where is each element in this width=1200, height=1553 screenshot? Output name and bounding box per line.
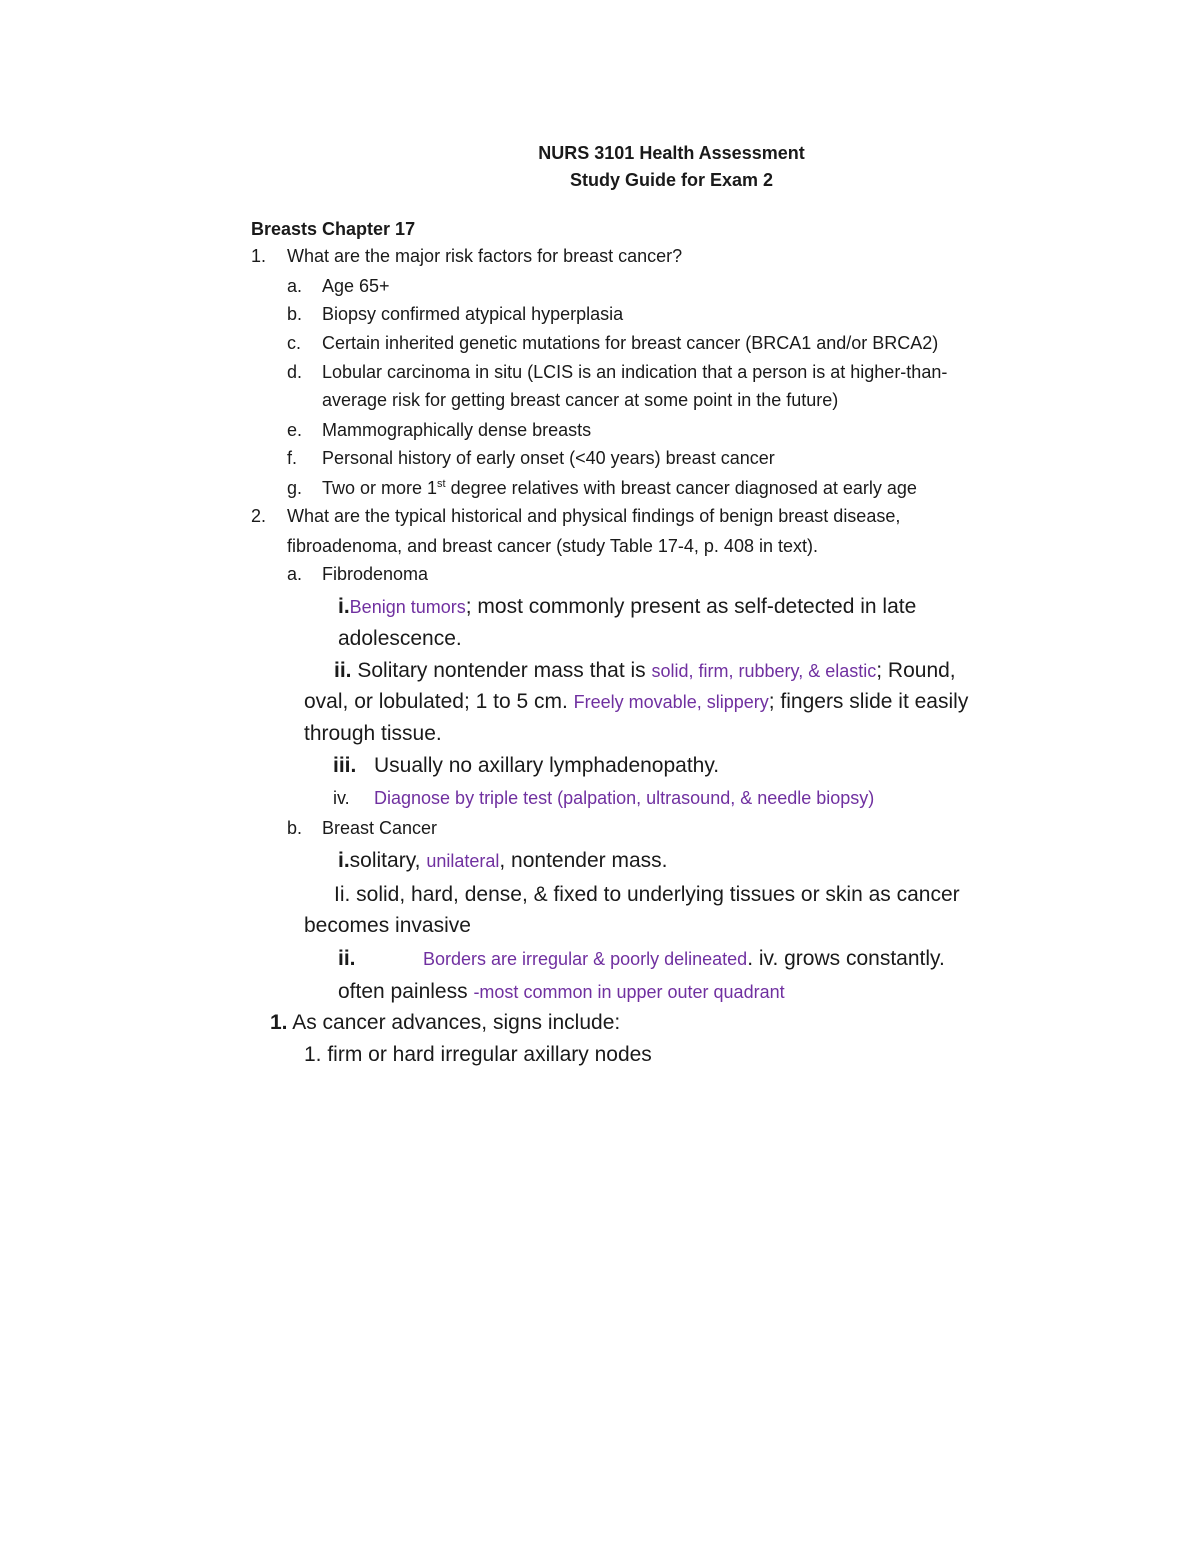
question-2-text: What are the typical historical and physical findings of benign breast disease, xyxy=(287,506,901,526)
fibroadenoma-point-iii: Usually no axillary lymphadenopathy. xyxy=(374,754,720,777)
list-marker: b. xyxy=(287,304,303,324)
risk-factor-item: Two or more 1st degree relatives with breast cancer diagnosed at early age xyxy=(322,478,917,498)
question-2-text-continued: fibroadenoma, and breast cancer (study Table 17-4, p. 408 in text). xyxy=(287,536,818,556)
fibroadenoma-point-iii-number: iii. xyxy=(333,754,357,777)
risk-factor-item: Personal history of early onset (<40 years) breast cancer xyxy=(322,448,775,468)
list-marker: a. xyxy=(287,564,303,584)
section-heading: Breasts Chapter 17 xyxy=(251,219,416,239)
list-marker: a. xyxy=(287,276,303,296)
question-1-text: What are the major risk factors for breast cancer? xyxy=(287,246,683,266)
risk-factor-item: Lobular carcinoma in situ (LCIS is an indication that a person is at higher-than- xyxy=(322,362,948,382)
list-marker: e. xyxy=(287,420,303,440)
breast-cancer-point-iii: Borders are irregular & poorly delineated. iv. grows constantly. xyxy=(423,947,945,970)
risk-factor-item: Mammographically dense breasts xyxy=(322,420,592,440)
list-marker: d. xyxy=(287,362,303,382)
list-marker: g. xyxy=(287,478,303,498)
breast-cancer-point-iii-number: ii. xyxy=(338,947,356,970)
fibroadenoma-point-ii-continued: through tissue. xyxy=(304,722,442,745)
document-title: NURS 3101 Health Assessment xyxy=(538,143,805,163)
breast-cancer-point-i: i.solitary, unilateral, nontender mass. xyxy=(338,849,668,872)
fibroadenoma-point-iv: Diagnose by triple test (palpation, ultrasound, & needle biopsy) xyxy=(374,788,875,808)
fibroadenoma-point-iv-number: iv. xyxy=(333,788,350,808)
list-marker: c. xyxy=(287,333,302,353)
advanced-signs-heading: 1. As cancer advances, signs include: xyxy=(270,1011,621,1034)
breast-cancer-point-iv: often painless -most common in upper outer quadrant xyxy=(338,980,785,1003)
fibroadenoma-point-i-continued: adolescence. xyxy=(338,627,462,650)
risk-factor-item: Certain inherited genetic mutations for breast cancer (BRCA1 and/or BRCA2) xyxy=(322,333,939,353)
risk-factor-item: Age 65+ xyxy=(322,276,390,296)
breast-cancer-heading: Breast Cancer xyxy=(322,818,438,838)
question-1-number: 1. xyxy=(251,246,267,266)
breast-cancer-point-ii-continued: becomes invasive xyxy=(304,914,471,937)
risk-factor-item: Biopsy confirmed atypical hyperplasia xyxy=(322,304,624,324)
advanced-signs-item: 1. firm or hard irregular axillary nodes xyxy=(304,1043,652,1066)
fibroadenoma-point-ii: ii. Solitary nontender mass that is solid, firm, rubbery, & elastic; Round, xyxy=(334,659,956,682)
list-marker: b. xyxy=(287,818,303,838)
fibroadenoma-point-i: i.Benign tumors; most commonly present as self-detected in late xyxy=(338,595,917,618)
document-subtitle: Study Guide for Exam 2 xyxy=(569,170,774,190)
question-2-number: 2. xyxy=(251,506,267,526)
list-marker: f. xyxy=(287,448,298,468)
risk-factor-item-continued: average risk for getting breast cancer at some point in the future) xyxy=(322,390,839,410)
fibroadenoma-point-ii-continued: oval, or lobulated; 1 to 5 cm. Freely movable, slippery; fingers slide it easily xyxy=(304,690,969,713)
fibroadenoma-heading: Fibrodenoma xyxy=(322,564,429,584)
breast-cancer-point-ii: Ii. solid, hard, dense, & fixed to underlying tissues or skin as cancer xyxy=(334,883,960,906)
